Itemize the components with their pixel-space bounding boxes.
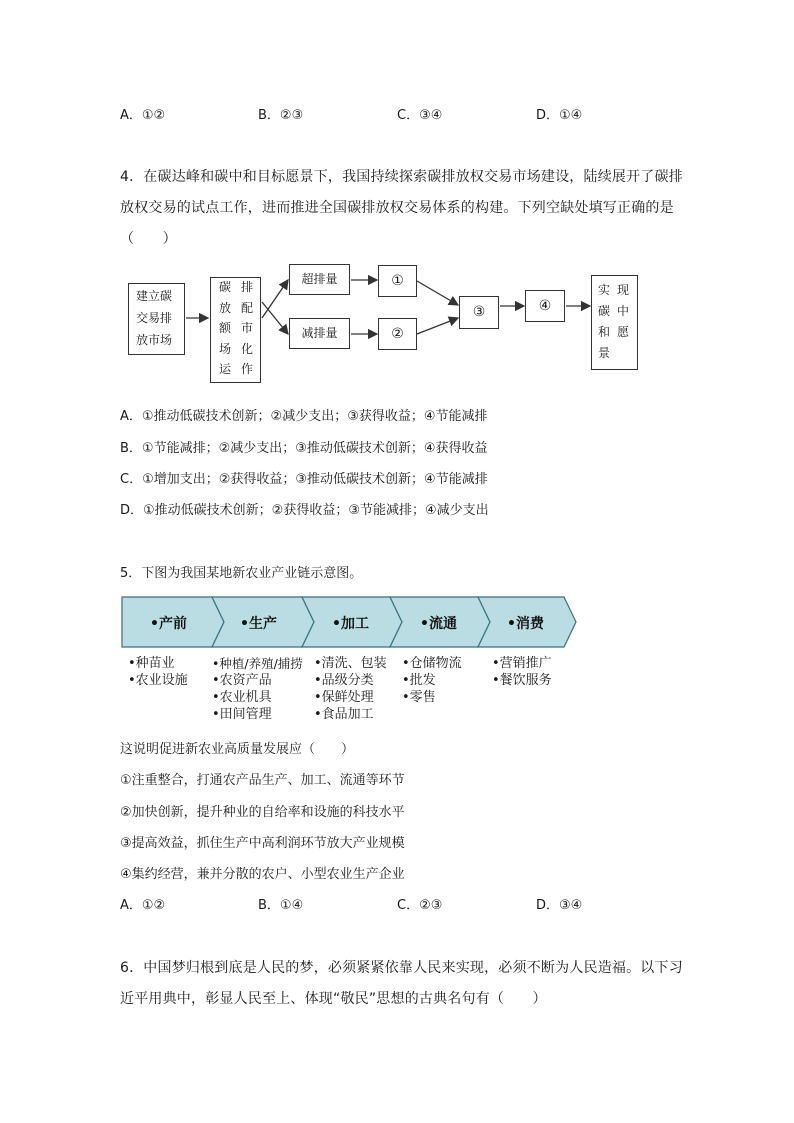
- q4-option-a: A．①推动低碳技术创新；②减少支出；③获得收益；④节能减排: [120, 409, 488, 424]
- blank-2-box: ②: [378, 318, 417, 350]
- list-item: •营销推广: [492, 656, 552, 671]
- production-list: [212, 655, 303, 723]
- list-item: •田间管理: [212, 707, 272, 722]
- q5-statement-4: ④集约经营，兼并分散的农户、小型农业生产企业: [120, 867, 405, 882]
- q6-text-line2: 近平用典中，彰显人民至上、体现“敬民”思想的古典名句有（ ）: [120, 991, 547, 1007]
- establish-market-box: [128, 283, 185, 355]
- box2-char: 额: [219, 321, 232, 335]
- list-item: •种植/养殖/捕捞: [212, 656, 303, 671]
- box2-char: 放: [219, 300, 232, 315]
- q5-option-d: D．③④: [536, 898, 583, 913]
- pre-production-list: [128, 655, 188, 689]
- goal-char: 碳: [598, 304, 611, 318]
- q4-option-b: B．①节能减排；②减少支出；③推动低碳技术创新；④获得收益: [120, 441, 488, 456]
- box2-char: 配: [241, 300, 254, 315]
- box2-char: 化: [241, 341, 254, 356]
- list-item: •品级分类: [314, 673, 374, 688]
- processing-list: [314, 655, 387, 723]
- box2-char: 运: [219, 362, 232, 376]
- q5-option-c: C．②③: [397, 898, 443, 913]
- blank-1-box: ①: [378, 265, 417, 297]
- blank-4-box: ④: [525, 290, 565, 322]
- list-item: •保鲜处理: [314, 690, 374, 705]
- goal-char: 中: [617, 304, 630, 318]
- list-item: •种苗业: [128, 656, 175, 671]
- box2-char: 市: [241, 321, 254, 335]
- box1-line: 交易排: [136, 311, 173, 325]
- q3-option-a: A．①②: [120, 108, 166, 123]
- q3-option-d: D．①④: [536, 108, 583, 123]
- goal-char: 和: [598, 325, 611, 339]
- circulation-list: [402, 655, 462, 706]
- consumption-list: [492, 655, 552, 689]
- list-item: •农业设施: [128, 673, 188, 688]
- q5-option-b: B．①④: [258, 898, 304, 913]
- emission-reduction-box: 减排量: [289, 318, 350, 349]
- stage-processing: •加工: [332, 616, 369, 632]
- list-item: •仓储物流: [402, 656, 462, 671]
- blank-3-box: ③: [459, 296, 499, 329]
- q6-text-line1: 6．中国梦归根到底是人民的梦，必须紧紧依靠人民来实现，必须不断为人民造福。以下习: [120, 960, 683, 976]
- goal-char: 现: [617, 283, 630, 297]
- q5-statement-1: ①注重整合，打通农产品生产、加工、流通等环节: [120, 773, 405, 788]
- box2-char: 作: [241, 362, 254, 376]
- stage-pre-production: •产前: [150, 616, 187, 632]
- q4-text-line2: 放权交易的试点工作，进而推进全国碳排放权交易体系的构建。下列空缺处填写正确的是: [120, 200, 674, 216]
- q3-option-c: C．③④: [397, 108, 443, 123]
- goal-char: 愿: [617, 325, 630, 339]
- over-emission-box: 超排量: [289, 264, 350, 295]
- stage-circulation: •流通: [420, 616, 457, 632]
- list-item: •农资产品: [212, 673, 272, 688]
- box2-char: 碳: [219, 280, 232, 294]
- q3-option-b: B．②③: [258, 108, 304, 123]
- list-item: •清洗、包装: [314, 656, 387, 671]
- q5-title: 5．下图为我国某地新农业产业链示意图。: [120, 566, 363, 581]
- box1-line: 建立碳: [136, 289, 173, 303]
- stage-consumption: •消费: [507, 616, 544, 632]
- list-item: •食品加工: [314, 707, 374, 722]
- q4-paren: （ ）: [120, 231, 177, 247]
- list-item: •餐饮服务: [492, 673, 552, 688]
- goal-char: 实: [598, 283, 611, 297]
- list-item: •零售: [402, 690, 436, 705]
- box2-char: 场: [219, 341, 232, 356]
- goal-char: 景: [598, 346, 611, 360]
- q5-statement-3: ③提高效益，抓住生产中高利润环节放大产业规模: [120, 836, 405, 851]
- list-item: •农业机具: [212, 690, 272, 705]
- q5-question: 这说明促进新农业高质量发展应（ ）: [120, 742, 355, 757]
- q5-option-a: A．①②: [120, 898, 166, 913]
- goal-box: [591, 275, 638, 370]
- list-item: •批发: [402, 673, 436, 688]
- box2-char: 排: [241, 280, 254, 294]
- q4-option-c: C．①增加支出；②获得收益；③推动低碳技术创新；④节能减排: [120, 472, 488, 487]
- box1-line: 放市场: [136, 333, 173, 347]
- stage-production: •生产: [240, 616, 277, 632]
- q4-option-d: D．①推动低碳技术创新；②获得收益；③节能减排；④减少支出: [120, 503, 489, 518]
- q5-statement-2: ②加快创新，提升种业的自给率和设施的科技水平: [120, 805, 405, 820]
- quota-market-box: [210, 277, 261, 383]
- q4-text-line1: 4．在碳达峰和碳中和目标愿景下，我国持续探索碳排放权交易市场建设，陆续展开了碳排: [120, 169, 683, 185]
